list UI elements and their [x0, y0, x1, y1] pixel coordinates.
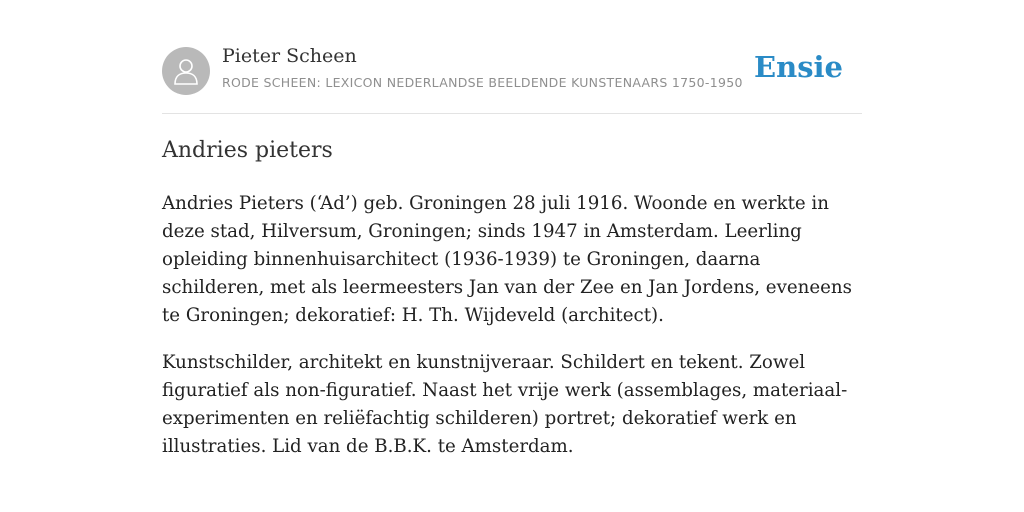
- ensie-logo[interactable]: Ensie: [754, 50, 843, 84]
- entry-body: [162, 190, 862, 480]
- entry-paragraph: Andries Pieters (‘Ad’) geb. Groningen 28 juli 1916. Woonde en werkte in deze stad, Hilversum, Groningen; sinds 1947 in Amsterdam. Leerling opleiding binnenhuisarchitect (1936-1939) te Groningen, daarna schilderen, met als leermeesters Jan van der Zee en Jan Jordens, eveneens te Groningen; dekoratief: H. Th. Wijdeveld (architect).: [162, 193, 852, 326]
- author-name[interactable]: Pieter Scheen: [222, 45, 357, 67]
- entry-header: [162, 0, 862, 114]
- author-avatar[interactable]: [162, 47, 210, 95]
- entry-card: [162, 0, 862, 457]
- source-lexicon[interactable]: RODE SCHEEN: LEXICON NEDERLANDSE BEELDENDE KUNSTENAARS 1750-1950: [222, 75, 743, 90]
- user-silhouette-icon: [172, 56, 200, 86]
- entry-paragraph: Kunstschilder, architekt en kunstnijveraar. Schildert en tekent. Zowel figuratief als non-figuratief. Naast het vrije werk (assemblages, materiaal-experimenten en reliëfachtig schilderen) portret; dekoratief werk en illustraties. Lid van de B.B.K. te Amsterdam.: [162, 352, 848, 457]
- entry-title: Andries pieters: [162, 138, 333, 163]
